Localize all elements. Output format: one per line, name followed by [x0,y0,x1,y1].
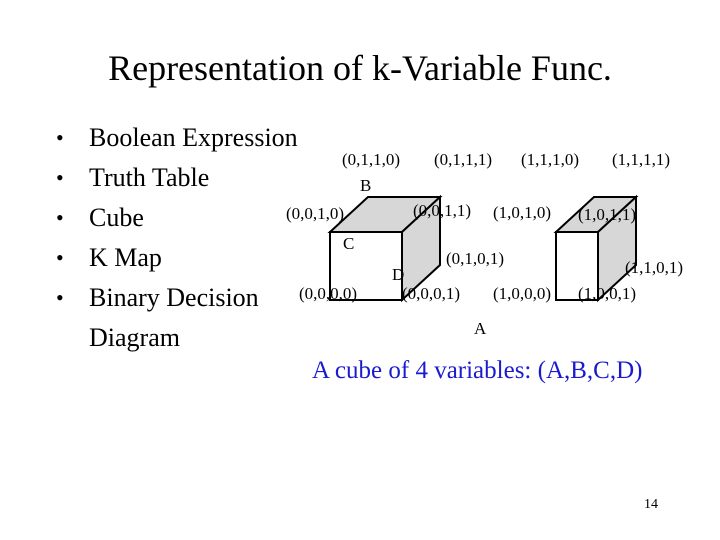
axis-label-c: C [343,234,355,253]
bullet-glyph: • [56,205,64,230]
vertex-label: (0,0,1,1) [413,201,472,220]
bullet-text: Truth Table [89,163,210,192]
bullet-text: K Map [89,243,162,272]
vertex-label: (0,1,0,1) [446,249,505,268]
vertex-label: (0,0,0,1) [402,284,461,303]
vertex-label: (1,0,0,1) [578,284,637,303]
axis-label-b: B [360,176,372,195]
vertex-label: (1,0,1,1) [578,205,637,224]
bullet-glyph: • [56,165,64,190]
vertex-label: (1,0,1,0) [493,203,552,222]
vertex-label: (0,1,1,1) [434,150,493,169]
vertex-label: (1,1,1,0) [521,150,580,169]
vertex-label: (1,1,0,1) [625,258,684,277]
bullet-text-continuation: Diagram [89,323,180,352]
bullet-glyph: • [56,285,64,310]
page-number: 14 [644,497,658,512]
vertex-label: (0,0,0,0) [299,284,358,303]
bullet-glyph: • [56,245,64,270]
vertex-label: (1,0,0,0) [493,284,552,303]
figure-caption: A cube of 4 variables: (A,B,C,D) [312,357,643,384]
vertex-label: (0,0,1,0) [286,204,345,223]
bullet-text: Binary Decision [89,283,259,312]
axis-label-a: A [474,319,487,338]
vertex-label: (1,1,1,1) [612,150,671,169]
axis-label-d: D [392,265,405,284]
bullet-text: Boolean Expression [89,123,298,152]
bullet-text: Cube [89,203,144,232]
bullet-glyph: • [56,125,64,150]
vertex-label: (0,1,1,0) [342,150,401,169]
slide-title: Representation of k-Variable Func. [108,48,612,88]
